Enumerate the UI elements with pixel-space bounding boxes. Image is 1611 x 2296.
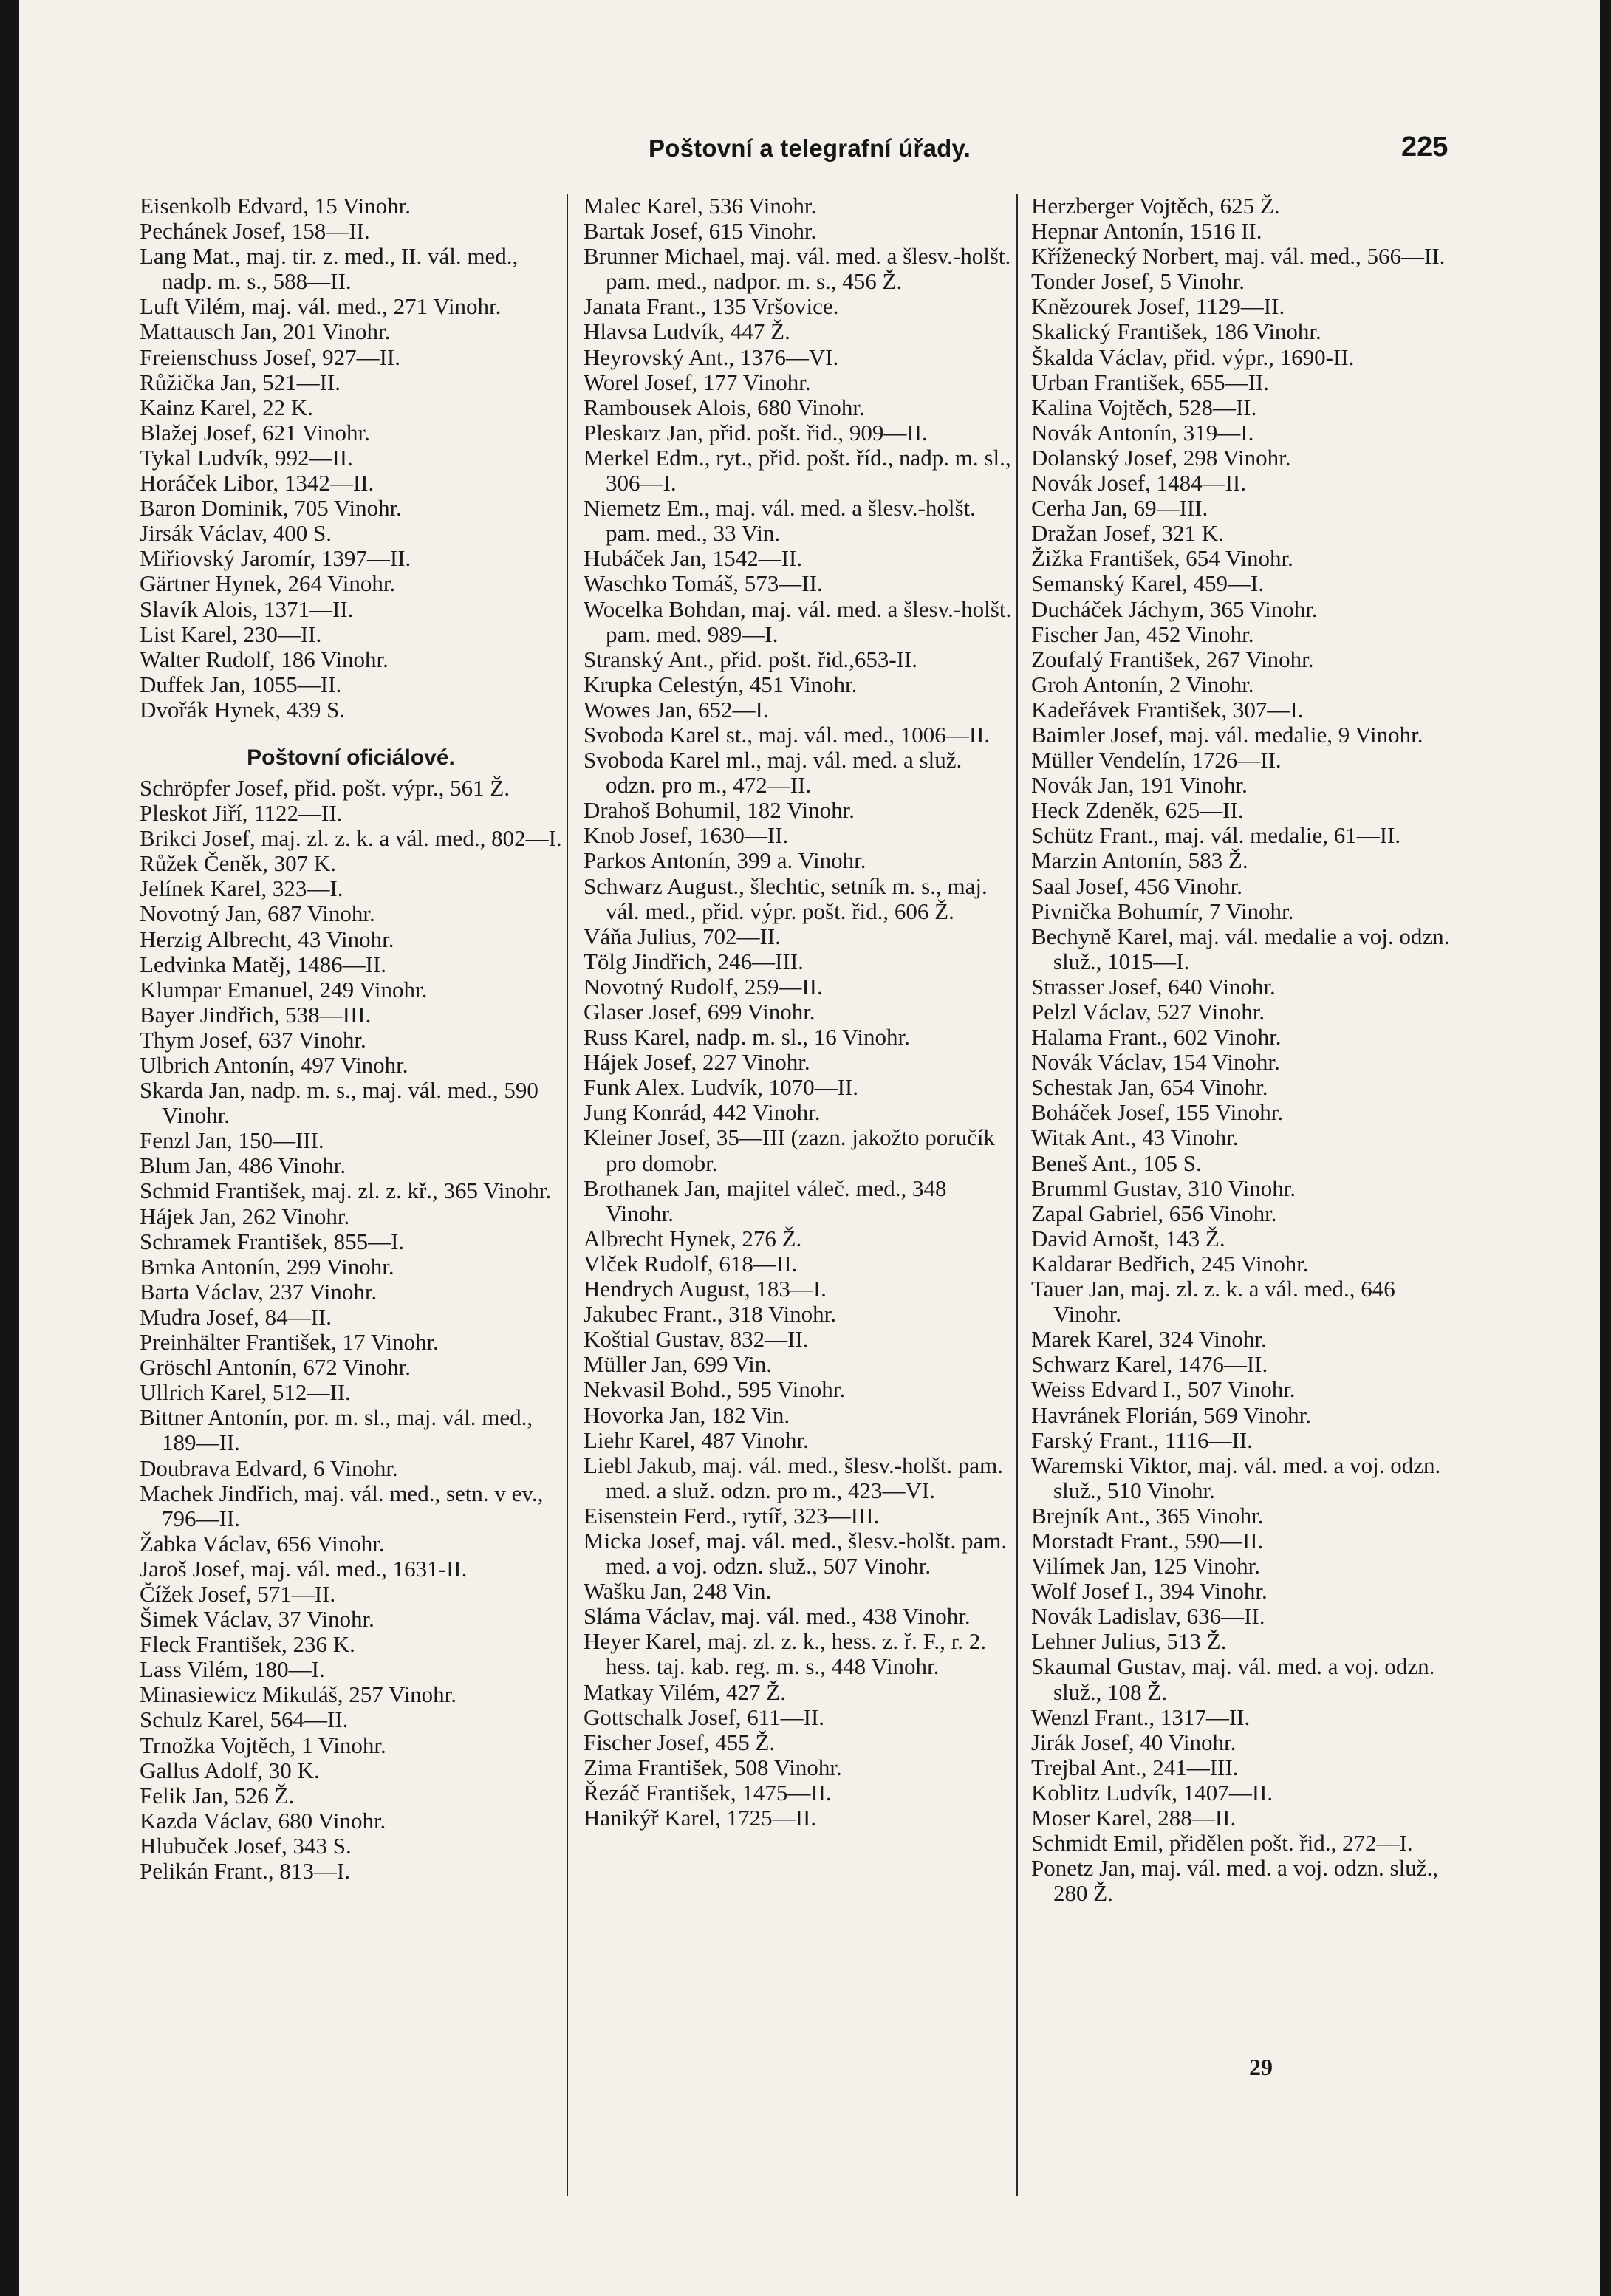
directory-entry: Jakubec Frant., 318 Vinohr. bbox=[584, 1301, 836, 1328]
directory-entry: Pechánek Josef, 158—II. bbox=[140, 218, 370, 245]
directory-entry: Krupka Celestýn, 451 Vinohr. bbox=[584, 671, 858, 697]
directory-entry: Groh Antonín, 2 Vinohr. bbox=[1031, 671, 1254, 697]
directory-entry: Jirsák Václav, 400 S. bbox=[140, 520, 332, 547]
directory-entry: Nekvasil Bohd., 595 Vinohr. bbox=[584, 1376, 846, 1403]
directory-entry: Schwarz Karel, 1476—II. bbox=[1031, 1351, 1268, 1378]
directory-entry: Malec Karel, 536 Vinohr. bbox=[584, 193, 817, 219]
entry-list bbox=[1031, 194, 1465, 1906]
directory-entry: Russ Karel, nadp. m. sl., 16 Vinohr. bbox=[584, 1024, 910, 1050]
directory-entry: Walter Rudolf, 186 Vinohr. bbox=[140, 646, 389, 672]
directory-entry: Novák Ladislav, 636—II. bbox=[1031, 1603, 1265, 1630]
directory-entry: Slavík Alois, 1371—II. bbox=[140, 595, 354, 622]
directory-entry: Blum Jan, 486 Vinohr. bbox=[140, 1152, 346, 1179]
directory-entry: Jung Konrád, 442 Vinohr. bbox=[584, 1099, 821, 1126]
directory-entry: Novotný Rudolf, 259—II. bbox=[584, 973, 823, 1000]
directory-entry: Halama Frant., 602 Vinohr. bbox=[1031, 1024, 1282, 1050]
directory-entry: Dražan Josef, 321 K. bbox=[1031, 520, 1224, 547]
directory-entry: Hájek Jan, 262 Vinohr. bbox=[140, 1203, 350, 1229]
directory-entry: Mudra Josef, 84—II. bbox=[140, 1303, 332, 1330]
directory-entry: Fischer Josef, 455 Ž. bbox=[584, 1729, 776, 1755]
directory-entry: Heck Zdeněk, 625—II. bbox=[1031, 797, 1244, 824]
directory-entry: Bittner Antonín, por. m. sl., maj. vál. med., 189—II. bbox=[140, 1404, 533, 1456]
directory-entry: Eisenstein Ferd., rytíř, 323—III. bbox=[584, 1502, 880, 1528]
directory-entry: Eisenkolb Edvard, 15 Vinohr. bbox=[140, 193, 411, 219]
directory-entry: Glaser Josef, 699 Vinohr. bbox=[584, 999, 815, 1025]
directory-entry: Ducháček Jáchym, 365 Vinohr. bbox=[1031, 595, 1318, 622]
directory-entry: Havránek Florián, 569 Vinohr. bbox=[1031, 1401, 1311, 1428]
directory-entry: Rambousek Alois, 680 Vinohr. bbox=[584, 394, 865, 420]
directory-entry: Farský Frant., 1116—II. bbox=[1031, 1427, 1253, 1453]
signature-mark: 29 bbox=[1249, 2054, 1273, 2080]
directory-entry: Thym Josef, 637 Vinohr. bbox=[140, 1026, 366, 1053]
directory-entry: Wašku Jan, 248 Vin. bbox=[584, 1578, 772, 1605]
directory-entry: Brnka Antonín, 299 Vinohr. bbox=[140, 1253, 394, 1279]
directory-entry: Müller Jan, 699 Vin. bbox=[584, 1351, 773, 1378]
directory-entry: Hubáček Jan, 1542—II. bbox=[584, 545, 803, 572]
directory-entry: Morstadt Frant., 590—II. bbox=[1031, 1527, 1264, 1554]
directory-entry: Novák Josef, 1484—II. bbox=[1031, 470, 1247, 496]
directory-entry: Niemetz Em., maj. vál. med. a šlesv.-holšt. pam. med., 33 Vin. bbox=[584, 495, 976, 547]
directory-entry: Herzig Albrecht, 43 Vinohr. bbox=[140, 926, 394, 952]
directory-entry: Heyrovský Ant., 1376—VI. bbox=[584, 344, 839, 370]
directory-entry: Cerha Jan, 69—III. bbox=[1031, 495, 1208, 522]
directory-entry: Ulbrich Antonín, 497 Vinohr. bbox=[140, 1052, 408, 1078]
directory-entry: Zima František, 508 Vinohr. bbox=[584, 1754, 842, 1780]
directory-entry: Fleck František, 236 K. bbox=[140, 1631, 355, 1658]
directory-entry: Schütz Frant., maj. vál. medalie, 61—II. bbox=[1031, 822, 1401, 849]
directory-entry: Jelínek Karel, 323—I. bbox=[140, 875, 343, 902]
directory-entry: Brunner Michael, maj. vál. med. a šlesv.-holšt. pam. med., nadpor. m. s., 456 Ž. bbox=[584, 243, 1011, 295]
book-page bbox=[19, 0, 1600, 2296]
directory-entry: Wolf Josef I., 394 Vinohr. bbox=[1031, 1578, 1268, 1605]
directory-entry: Gottschalk Josef, 611—II. bbox=[584, 1704, 825, 1730]
directory-entry: Duffek Jan, 1055—II. bbox=[140, 671, 342, 697]
directory-entry: Koštial Gustav, 832—II. bbox=[584, 1326, 809, 1353]
directory-entry: Hovorka Jan, 182 Vin. bbox=[584, 1401, 790, 1428]
directory-entry: Albrecht Hynek, 276 Ž. bbox=[584, 1225, 802, 1251]
directory-entry: Beneš Ant., 105 S. bbox=[1031, 1149, 1202, 1176]
directory-entry: Pelzl Václav, 527 Vinohr. bbox=[1031, 999, 1265, 1025]
directory-entry: Horáček Libor, 1342—II. bbox=[140, 470, 374, 496]
page-header-title: Poštovní a telegrafní úřady. bbox=[649, 134, 971, 162]
directory-entry: Pleskarz Jan, přid. pošt. řid., 909—II. bbox=[584, 419, 928, 445]
directory-entry: Ponetz Jan, maj. vál. med. a voj. odzn. služ., 280 Ž. bbox=[1031, 1855, 1438, 1907]
column-2 bbox=[584, 194, 1013, 1831]
directory-entry: Wocelka Bohdan, maj. vál. med. a šlesv.-holšt. pam. med. 989—I. bbox=[584, 595, 1012, 647]
directory-entry: Saal Josef, 456 Vinohr. bbox=[1031, 872, 1243, 899]
directory-entry: Brejník Ant., 365 Vinohr. bbox=[1031, 1502, 1264, 1528]
directory-entry: Gallus Adolf, 30 K. bbox=[140, 1757, 320, 1783]
directory-entry: Fenzl Jan, 150—III. bbox=[140, 1127, 324, 1154]
directory-entry: Pivnička Bohumír, 7 Vinohr. bbox=[1031, 898, 1294, 924]
directory-entry: Brothanek Jan, majitel váleč. med., 348 Vinohr. bbox=[584, 1175, 947, 1226]
directory-entry: Zoufalý František, 267 Vinohr. bbox=[1031, 646, 1314, 672]
section-heading: Poštovní oficiálové. bbox=[247, 745, 455, 770]
directory-entry: Kříženecký Norbert, maj. vál. med., 566—II. bbox=[1031, 243, 1446, 270]
directory-entry: Koblitz Ludvík, 1407—II. bbox=[1031, 1779, 1273, 1805]
directory-entry: Hanikýř Karel, 1725—II. bbox=[584, 1805, 817, 1831]
directory-entry: Baimler Josef, maj. vál. medalie, 9 Vinohr. bbox=[1031, 721, 1423, 748]
directory-entry: Weiss Edvard I., 507 Vinohr. bbox=[1031, 1376, 1296, 1403]
directory-entry: Boháček Josef, 155 Vinohr. bbox=[1031, 1099, 1284, 1126]
directory-entry: Žabka Václav, 656 Vinohr. bbox=[140, 1530, 385, 1557]
directory-entry: Schramek František, 855—I. bbox=[140, 1228, 405, 1254]
directory-entry: Hepnar Antonín, 1516 II. bbox=[1031, 218, 1262, 245]
directory-entry: Knob Josef, 1630—II. bbox=[584, 822, 789, 849]
directory-entry: Müller Vendelín, 1726—II. bbox=[1031, 747, 1282, 773]
directory-entry: Růžek Čeněk, 307 K. bbox=[140, 850, 337, 877]
directory-entry: Jirák Josef, 40 Vinohr. bbox=[1031, 1729, 1237, 1755]
directory-entry: Bartak Josef, 615 Vinohr. bbox=[584, 218, 817, 245]
directory-entry: Parkos Antonín, 399 a. Vinohr. bbox=[584, 847, 866, 874]
directory-entry: David Arnošt, 143 Ž. bbox=[1031, 1225, 1225, 1251]
column-1 bbox=[140, 194, 562, 1884]
directory-entry: Mattausch Jan, 201 Vinohr. bbox=[140, 318, 391, 345]
directory-entry: Svoboda Karel st., maj. vál. med., 1006—II. bbox=[584, 721, 991, 748]
directory-entry: Herzberger Vojtěch, 625 Ž. bbox=[1031, 193, 1280, 219]
directory-entry: Šimek Václav, 37 Vinohr. bbox=[140, 1606, 374, 1633]
directory-entry: Klumpar Emanuel, 249 Vinohr. bbox=[140, 976, 428, 1002]
directory-entry: Urban František, 655—II. bbox=[1031, 369, 1269, 395]
directory-entry: Fischer Jan, 452 Vinohr. bbox=[1031, 621, 1254, 647]
entry-list bbox=[140, 194, 562, 722]
directory-entry: Schestak Jan, 654 Vinohr. bbox=[1031, 1074, 1268, 1101]
directory-entry: Tonder Josef, 5 Vinohr. bbox=[1031, 268, 1245, 295]
directory-entry: Škalda Václav, přid. výpr., 1690-II. bbox=[1031, 344, 1355, 370]
directory-entry: Worel Josef, 177 Vinohr. bbox=[584, 369, 811, 395]
directory-entry: Jaroš Josef, maj. vál. med., 1631-II. bbox=[140, 1555, 468, 1582]
directory-entry: Bayer Jindřich, 538—III. bbox=[140, 1001, 372, 1028]
directory-entry: Kazda Václav, 680 Vinohr. bbox=[140, 1807, 386, 1834]
directory-entry: Novák Václav, 154 Vinohr. bbox=[1031, 1049, 1280, 1076]
column-divider bbox=[567, 194, 568, 2196]
directory-entry: Baron Dominik, 705 Vinohr. bbox=[140, 495, 402, 522]
directory-entry: Knězourek Josef, 1129—II. bbox=[1031, 293, 1285, 320]
column-divider bbox=[1016, 194, 1018, 2196]
directory-entry: Matkay Vilém, 427 Ž. bbox=[584, 1678, 786, 1705]
directory-entry: Kleiner Josef, 35—III (zazn. jakožto poručík pro domobr. bbox=[584, 1124, 995, 1176]
directory-entry: Tölg Jindřich, 246—III. bbox=[584, 948, 804, 974]
directory-entry: Hlubuček Josef, 343 S. bbox=[140, 1832, 352, 1859]
directory-entry: Miřiovský Jaromír, 1397—II. bbox=[140, 545, 411, 572]
directory-entry: Preinhälter František, 17 Vinohr. bbox=[140, 1329, 439, 1356]
directory-entry: Schmid František, maj. zl. z. kř., 365 Vinohr. bbox=[140, 1178, 552, 1204]
directory-entry: Liehr Karel, 487 Vinohr. bbox=[584, 1427, 809, 1453]
directory-entry: Bechyně Karel, maj. vál. medalie a voj. odzn. služ., 1015—I. bbox=[1031, 923, 1450, 974]
directory-entry: Pleskot Jiří, 1122—II. bbox=[140, 800, 343, 827]
directory-entry: Řezáč František, 1475—II. bbox=[584, 1779, 832, 1805]
directory-entry: Dolanský Josef, 298 Vinohr. bbox=[1031, 444, 1291, 471]
directory-entry: Zapal Gabriel, 656 Vinohr. bbox=[1031, 1200, 1277, 1226]
directory-entry: Waremski Viktor, maj. vál. med. a voj. odzn. služ., 510 Vinohr. bbox=[1031, 1452, 1441, 1503]
directory-entry: Micka Josef, maj. vál. med., šlesv.-holšt. pam. med. a voj. odzn. služ., 507 Vinohr. bbox=[584, 1527, 1008, 1579]
directory-entry: Čížek Josef, 571—II. bbox=[140, 1580, 336, 1607]
directory-entry: Svoboda Karel ml., maj. vál. med. a služ. odzn. pro m., 472—II. bbox=[584, 747, 962, 799]
directory-entry: Heyer Karel, maj. zl. z. k., hess. z. ř. F., r. 2. hess. taj. kab. reg. m. s., 448 Vinohr. bbox=[584, 1628, 987, 1680]
directory-entry: Lass Vilém, 180—I. bbox=[140, 1656, 325, 1683]
directory-entry: Kainz Karel, 22 K. bbox=[140, 394, 313, 420]
entry-list bbox=[584, 194, 1013, 1831]
directory-entry: Barta Václav, 237 Vinohr. bbox=[140, 1278, 377, 1305]
directory-entry: Luft Vilém, maj. vál. med., 271 Vinohr. bbox=[140, 293, 502, 320]
directory-entry: Semanský Karel, 459—I. bbox=[1031, 570, 1265, 597]
directory-entry: Novotný Jan, 687 Vinohr. bbox=[140, 901, 375, 927]
directory-entry: List Karel, 230—II. bbox=[140, 621, 322, 647]
directory-entry: Machek Jindřich, maj. vál. med., setn. v ev., 796—II. bbox=[140, 1480, 544, 1531]
directory-entry: Schröpfer Josef, přid. pošt. výpr., 561 Ž. bbox=[140, 774, 510, 801]
directory-entry: Schmidt Emil, přidělen pošt. řid., 272—I. bbox=[1031, 1830, 1413, 1856]
directory-entry: Felik Jan, 526 Ž. bbox=[140, 1782, 295, 1808]
directory-entry: Novák Jan, 191 Vinohr. bbox=[1031, 772, 1248, 799]
directory-entry: Marek Karel, 324 Vinohr. bbox=[1031, 1326, 1267, 1353]
directory-entry: Schwarz August., šlechtic, setník m. s., maj. vál. med., přid. výpr. pošt. řid., 606 Ž. bbox=[584, 872, 988, 924]
directory-entry: Hendrych August, 183—I. bbox=[584, 1276, 827, 1302]
column-3 bbox=[1031, 194, 1465, 1906]
entry-list bbox=[140, 776, 562, 1884]
directory-entry: Funk Alex. Ludvík, 1070—II. bbox=[584, 1074, 858, 1101]
directory-entry: Sláma Václav, maj. vál. med., 438 Vinohr. bbox=[584, 1603, 971, 1630]
directory-entry: Pelikán Frant., 813—I. bbox=[140, 1858, 350, 1884]
directory-entry: Hlavsa Ludvík, 447 Ž. bbox=[584, 318, 790, 345]
directory-entry: Brikci Josef, maj. zl. z. k. a vál. med., 802—I. bbox=[140, 825, 562, 852]
directory-entry: Lang Mat., maj. tir. z. med., II. vál. med., nadp. m. s., 588—II. bbox=[140, 243, 519, 295]
directory-entry: Gärtner Hynek, 264 Vinohr. bbox=[140, 570, 396, 597]
directory-entry: Doubrava Edvard, 6 Vinohr. bbox=[140, 1455, 398, 1481]
directory-entry: Brumml Gustav, 310 Vinohr. bbox=[1031, 1175, 1296, 1201]
directory-entry: Drahoš Bohumil, 182 Vinohr. bbox=[584, 797, 855, 824]
directory-entry: Váňa Julius, 702—II. bbox=[584, 923, 781, 949]
directory-entry: Novák Antonín, 319—I. bbox=[1031, 419, 1254, 445]
directory-entry: Marzin Antonín, 583 Ž. bbox=[1031, 847, 1248, 874]
directory-entry: Blažej Josef, 621 Vinohr. bbox=[140, 419, 370, 445]
directory-entry: Skarda Jan, nadp. m. s., maj. vál. med., 590 Vinohr. bbox=[140, 1077, 538, 1129]
directory-entry: Skalický František, 186 Vinohr. bbox=[1031, 318, 1321, 345]
directory-entry: Vlček Rudolf, 618—II. bbox=[584, 1250, 798, 1277]
directory-entry: Gröschl Antonín, 672 Vinohr. bbox=[140, 1354, 411, 1381]
directory-entry: Stranský Ant., přid. pošt. řid.,653-II. bbox=[584, 646, 918, 672]
directory-entry: Tykal Ludvík, 992—II. bbox=[140, 444, 353, 471]
directory-entry: Wenzl Frant., 1317—II. bbox=[1031, 1704, 1251, 1730]
directory-entry: Janata Frant., 135 Vršovice. bbox=[584, 293, 839, 320]
page-number: 225 bbox=[1401, 131, 1448, 163]
directory-entry: Tauer Jan, maj. zl. z. k. a vál. med., 646 Vinohr. bbox=[1031, 1276, 1395, 1328]
directory-entry: Vilímek Jan, 125 Vinohr. bbox=[1031, 1553, 1260, 1579]
directory-entry: Ledvinka Matěj, 1486—II. bbox=[140, 951, 387, 977]
directory-entry: Moser Karel, 288—II. bbox=[1031, 1805, 1237, 1831]
directory-entry: Kadeřávek František, 307—I. bbox=[1031, 696, 1304, 722]
directory-entry: Ullrich Karel, 512—II. bbox=[140, 1379, 351, 1406]
directory-entry: Kalina Vojtěch, 528—II. bbox=[1031, 394, 1257, 420]
directory-entry: Lehner Julius, 513 Ž. bbox=[1031, 1628, 1227, 1655]
directory-entry: Waschko Tomáš, 573—II. bbox=[584, 570, 823, 597]
directory-entry: Hájek Josef, 227 Vinohr. bbox=[584, 1049, 810, 1076]
directory-entry: Skaumal Gustav, maj. vál. med. a voj. odzn. služ., 108 Ž. bbox=[1031, 1653, 1435, 1705]
directory-entry: Minasiewicz Mikuláš, 257 Vinohr. bbox=[140, 1681, 456, 1708]
directory-entry: Schulz Karel, 564—II. bbox=[140, 1706, 349, 1733]
directory-entry: Žižka František, 654 Vinohr. bbox=[1031, 545, 1293, 572]
directory-entry: Witak Ant., 43 Vinohr. bbox=[1031, 1124, 1239, 1151]
directory-entry: Trnožka Vojtěch, 1 Vinohr. bbox=[140, 1732, 386, 1758]
directory-entry: Wowes Jan, 652—I. bbox=[584, 696, 769, 722]
directory-entry: Kaldarar Bedřich, 245 Vinohr. bbox=[1031, 1250, 1309, 1277]
directory-entry: Trejbal Ant., 241—III. bbox=[1031, 1754, 1239, 1780]
directory-entry: Strasser Josef, 640 Vinohr. bbox=[1031, 973, 1276, 1000]
directory-entry: Freienschuss Josef, 927—II. bbox=[140, 344, 401, 370]
directory-entry: Růžička Jan, 521—II. bbox=[140, 369, 341, 395]
directory-entry: Merkel Edm., ryt., přid. pošt. říd., nadp. m. sl., 306—I. bbox=[584, 444, 1011, 496]
directory-entry: Dvořák Hynek, 439 S. bbox=[140, 696, 346, 722]
directory-entry: Liebl Jakub, maj. vál. med., šlesv.-holšt. pam. med. a služ. odzn. pro m., 423—VI. bbox=[584, 1452, 1003, 1503]
